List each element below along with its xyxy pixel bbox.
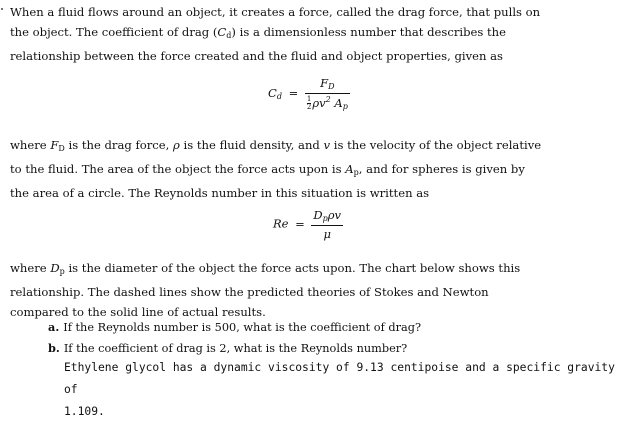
chart-line-2: relationship. The dashed lines show the predicted theories of Stokes and Newton (10, 285, 489, 299)
equation-lhs: Re (273, 216, 289, 231)
equation-fraction: $\frac{D_p\rho v}{\mu}$ (313, 208, 342, 241)
note-line-2: 1.109. (64, 405, 105, 418)
note-line-1: Ethylene glycol has a dynamic viscosity of 9.13 centipoise and a specific gravity of (64, 361, 615, 396)
margin-dot (1, 8, 3, 10)
ethylene-glycol-note (64, 357, 624, 423)
intro-line-1: When a fluid flows around an object, it creates a force, called the drag force, that pulls on (10, 5, 541, 19)
definitions-line-3: the area of a circle. The Reynolds number in this situation is written as (10, 186, 430, 200)
question-b: b. If the coefficient of drag is 2, what is the Reynolds number? (48, 341, 408, 355)
chart-line-1: where $D_p$ is the diameter of the object the force acts upon. The chart below shows this (10, 261, 521, 276)
chart-line-3: compared to the solid line of actual results. (10, 305, 266, 319)
equation-fraction: $F_D$ $\frac{1}{2}$ $\rho v^2$ $A_p$ (306, 76, 348, 112)
chart-description-paragraph (10, 258, 622, 322)
definitions-line-2: to the fluid. The area of the object the force acts upon is $A_p$, and for spheres is given by (10, 162, 525, 177)
definitions-paragraph (10, 135, 622, 203)
question-a: a. If the Reynolds number is 500, what is the coefficient of drag? (48, 320, 422, 334)
equation-lhs: $C_d$ (268, 85, 282, 101)
one-half: $\frac{1}{2}$ (306, 95, 312, 112)
intro-line-2: the object. The coefficient of drag $(C_d)$ is a dimensionless number that describes the (10, 25, 506, 40)
definitions-line-1: where $F_D$ is the drag force, ρ is the fluid density, and v is the velocity of the object relative (10, 138, 542, 153)
intro-line-3: relationship between the force created and the fluid and object properties, given as (10, 49, 503, 63)
intro-paragraph (10, 2, 622, 66)
reynolds-number-equation: Re = $\frac{D_p\rho v}{\mu}$ (273, 208, 342, 241)
drag-coefficient-equation: $C_d$ = $F_D$ $\frac{1}{2}$ $\rho v^2$ $A_p$ (268, 76, 348, 112)
